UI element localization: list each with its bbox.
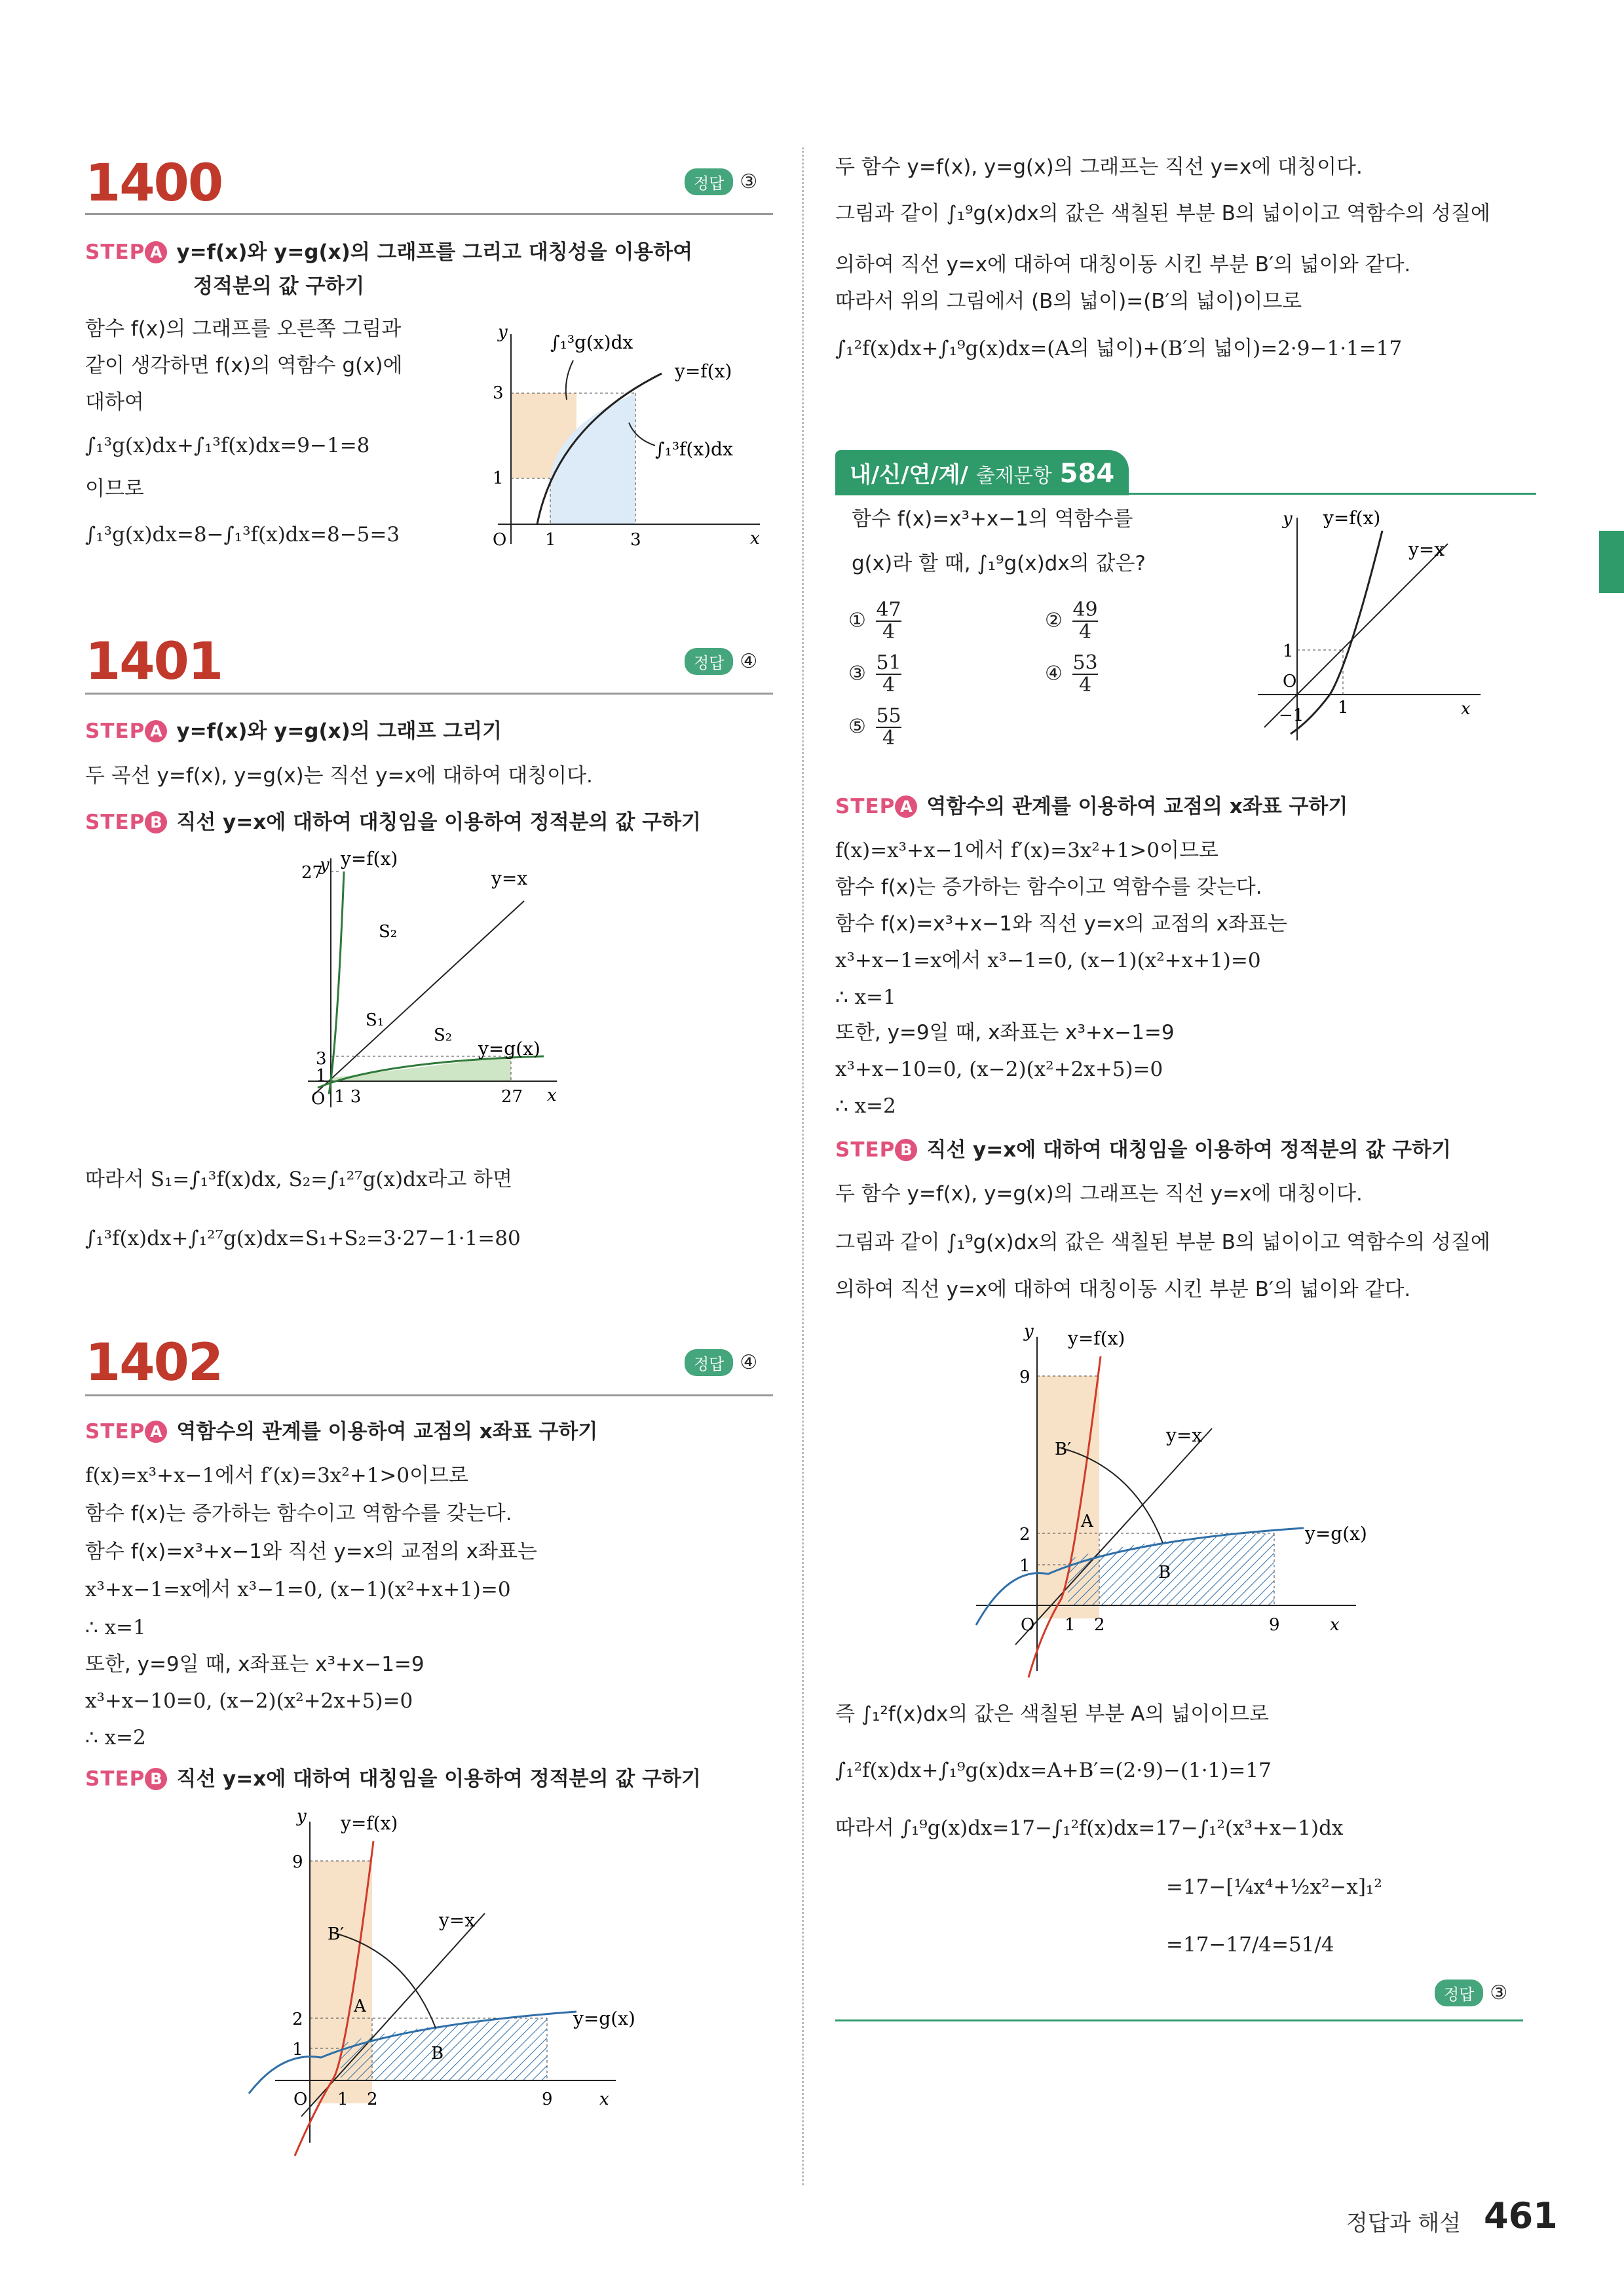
svg-text:A: A	[354, 1997, 366, 2016]
step-b-right: STEP B 직선 y=x에 대하여 대칭임을 이용하여 정적분의 값 구하기	[835, 1138, 1451, 1162]
step-b-1402: STEP B 직선 y=x에 대하여 대칭임을 이용하여 정적분의 값 구하기	[85, 1767, 701, 1791]
graph-small	[1251, 505, 1487, 740]
problem-number-1400: 1400	[85, 154, 223, 213]
problem-rule	[85, 1394, 773, 1396]
svg-text:2: 2	[1094, 1615, 1105, 1635]
svg-text:1: 1	[493, 469, 504, 488]
answer-badge: 정답	[685, 168, 733, 195]
footer-label: 정답과 해설	[1346, 2210, 1462, 2236]
svg-text:B′: B′	[328, 1924, 345, 1944]
problem-number-1402: 1402	[85, 1333, 223, 1392]
svg-text:O: O	[1021, 1615, 1035, 1635]
choice-3[interactable]: ③ $\frac{51}{4}$	[848, 651, 901, 697]
equation: ∫₁³g(x)dx=8−∫₁³f(x)dx=8−5=3	[85, 523, 400, 546]
graph-1400	[459, 308, 773, 557]
text-line: 의하여 직선 y=x에 대하여 대칭이동 시킨 부분 B′의 넓이와 같다.	[835, 253, 1411, 277]
y-label: y	[498, 322, 508, 342]
text-line: 의하여 직선 y=x에 대하여 대칭이동 시킨 부분 B′의 넓이와 같다.	[835, 1278, 1411, 1301]
text-line: 대하여	[85, 391, 144, 414]
text-line: f(x)=x³+x−1에서 f′(x)=3x²+1>0이므로	[835, 839, 1218, 862]
svg-text:2: 2	[1019, 1525, 1030, 1544]
svg-text:9: 9	[1269, 1615, 1280, 1635]
svg-text:1 3: 1 3	[334, 1087, 362, 1107]
svg-text:y=f(x): y=f(x)	[1323, 507, 1381, 529]
text-line: 두 함수 y=f(x), y=g(x)의 그래프는 직선 y=x에 대칭이다.	[835, 155, 1363, 179]
text-line: 따라서 위의 그림에서 (B의 넓이)=(B′의 넓이)이므로	[835, 290, 1302, 313]
text-line: 함수 f(x)=x³+x−1와 직선 y=x의 교점의 x좌표는	[835, 912, 1287, 936]
svg-text:x: x	[547, 1086, 557, 1105]
text-line: 함수 f(x)=x³+x−1와 직선 y=x의 교점의 x좌표는	[85, 1540, 537, 1563]
svg-text:3: 3	[630, 530, 641, 550]
equation: ∫₁²f(x)dx+∫₁⁹g(x)dx=(A의 넓이)+(B′의 넓이)=2·9−1·1=17	[835, 337, 1403, 360]
svg-text:B′: B′	[1055, 1440, 1072, 1459]
choice-1[interactable]: ① $\frac{47}{4}$	[848, 598, 901, 643]
svg-text:2: 2	[367, 2090, 378, 2109]
step-a-1400: STEP A y=f(x)와 y=g(x)의 그래프를 그리고 대칭성을 이용하여	[85, 240, 693, 264]
text-line: ∴ x=2	[85, 1726, 146, 1750]
side-tab	[1599, 531, 1624, 593]
svg-text:y: y	[297, 1807, 307, 1826]
svg-text:y: y	[1024, 1322, 1034, 1341]
svg-text:y=g(x): y=g(x)	[573, 2008, 635, 2029]
svg-text:1: 1	[337, 2090, 349, 2109]
equation: ∫₁²f(x)dx+∫₁⁹g(x)dx=A+B′=(2·9)−(1·1)=17	[835, 1759, 1272, 1782]
problem-rule	[85, 693, 773, 695]
svg-text:3: 3	[316, 1049, 327, 1069]
svg-text:y=x: y=x	[1408, 539, 1445, 560]
problem-rule	[85, 213, 773, 215]
answer-1400: 정답 ③	[685, 168, 757, 195]
text-line: 같이 생각하면 f(x)의 역함수 g(x)에	[85, 354, 403, 377]
svg-text:O: O	[493, 530, 507, 550]
svg-text:y=x: y=x	[491, 868, 528, 889]
step-a-right: STEP A 역함수의 관계를 이용하여 교점의 x좌표 구하기	[835, 795, 1348, 818]
text-line: 두 곡선 y=f(x), y=g(x)는 직선 y=x에 대하여 대칭이다.	[85, 764, 593, 788]
naesin-rule	[835, 493, 1536, 495]
svg-text:B: B	[1158, 1563, 1171, 1582]
question-line: 함수 f(x)=x³+x−1의 역함수를	[852, 507, 1133, 531]
svg-text:1: 1	[292, 2040, 303, 2059]
text-line: 즉 ∫₁²f(x)dx의 값은 색칠된 부분 A의 넓이이므로	[835, 1702, 1269, 1726]
svg-text:y=f(x): y=f(x)	[341, 848, 398, 870]
graph-ab-right	[963, 1317, 1435, 1684]
text-line: 그림과 같이 ∫₁⁹g(x)dx의 값은 색칠된 부분 B의 넓이이고 역함수의 성질에	[835, 202, 1490, 225]
equation: ∫₁³g(x)dx+∫₁³f(x)dx=9−1=8	[85, 434, 370, 457]
text-line: ∴ x=2	[835, 1094, 896, 1118]
equation: 따라서 ∫₁⁹g(x)dx=17−∫₁²f(x)dx=17−∫₁²(x³+x−1)dx	[835, 1816, 1344, 1840]
text-line: ∴ x=1	[835, 985, 896, 1009]
line-yx	[1264, 544, 1448, 727]
answer-1401: 정답 ④	[685, 647, 757, 675]
svg-text:27: 27	[501, 1087, 523, 1107]
text-line: 또한, y=9일 때, x좌표는 x³+x−1=9	[85, 1653, 425, 1676]
text-line: 따라서 S₁=∫₁³f(x)dx, S₂=∫₁²⁷g(x)dx라고 하면	[85, 1168, 513, 1191]
text-line: 두 함수 y=f(x), y=g(x)의 그래프는 직선 y=x에 대칭이다.	[835, 1182, 1363, 1206]
bottom-rule	[835, 2019, 1523, 2021]
svg-text:1: 1	[316, 1066, 327, 1086]
text-line: 그림과 같이 ∫₁⁹g(x)dx의 값은 색칠된 부분 B의 넓이이고 역함수의 성질에	[835, 1231, 1490, 1254]
choice-2[interactable]: ② $\frac{49}{4}$	[1045, 598, 1098, 643]
x-label: x	[750, 529, 760, 548]
equation: ∫₁³f(x)dx+∫₁²⁷g(x)dx=S₁+S₂=3·27−1·1=80	[85, 1227, 521, 1250]
integral-f-label: ∫₁³f(x)dx	[655, 438, 733, 460]
svg-text:y: y	[320, 855, 330, 875]
step-a-1400-cont: 정적분의 값 구하기	[193, 275, 365, 298]
svg-text:O: O	[311, 1089, 326, 1109]
choice-5[interactable]: ⑤ $\frac{55}{4}$	[848, 704, 901, 750]
svg-text:27: 27	[301, 863, 324, 883]
svg-text:O: O	[293, 2090, 308, 2109]
svg-text:y=g(x): y=g(x)	[478, 1038, 540, 1060]
curve-label: y=f(x)	[675, 360, 732, 382]
svg-text:y=f(x): y=f(x)	[341, 1812, 398, 1834]
step-b-1401: STEP B 직선 y=x에 대하여 대칭임을 이용하여 정적분의 값 구하기	[85, 811, 701, 834]
svg-text:y=x: y=x	[1166, 1425, 1203, 1446]
problem-number-1401: 1401	[85, 632, 223, 691]
svg-text:1: 1	[1065, 1615, 1076, 1635]
svg-text:S₁: S₁	[366, 1010, 385, 1030]
answer-584: 정답 ③	[1435, 1979, 1507, 2006]
svg-text:−1: −1	[1279, 706, 1304, 725]
svg-text:x: x	[599, 2090, 609, 2109]
svg-text:x: x	[1461, 699, 1471, 719]
question-line: g(x)라 할 때, ∫₁⁹g(x)dx의 값은?	[852, 552, 1146, 575]
svg-text:A: A	[1081, 1512, 1093, 1531]
svg-text:B: B	[431, 2044, 444, 2063]
step-a-1402: STEP A 역함수의 관계를 이용하여 교점의 x좌표 구하기	[85, 1420, 598, 1444]
svg-text:1: 1	[1338, 698, 1349, 718]
graph-1401	[282, 845, 596, 1134]
svg-text:9: 9	[1019, 1368, 1030, 1387]
text-line: 또한, y=9일 때, x좌표는 x³+x−1=9	[835, 1021, 1175, 1044]
svg-text:S₂: S₂	[434, 1025, 453, 1045]
svg-text:O: O	[1283, 672, 1297, 691]
naesin-header: 내/신/연/계/ 출제문항 584	[835, 450, 1129, 495]
svg-text:9: 9	[542, 2090, 553, 2109]
svg-text:y=f(x): y=f(x)	[1068, 1328, 1125, 1349]
svg-text:y=g(x): y=g(x)	[1305, 1523, 1367, 1544]
step-a-1401: STEP A y=f(x)와 y=g(x)의 그래프 그리기	[85, 719, 502, 743]
svg-text:S₂: S₂	[379, 922, 398, 942]
text-line: x³+x−1=x에서 x³−1=0, (x−1)(x²+x+1)=0	[85, 1578, 511, 1601]
text-line: x³+x−10=0, (x−2)(x²+2x+5)=0	[835, 1058, 1163, 1081]
answer-1402: 정답 ④	[685, 1349, 757, 1376]
text-line: 함수 f(x)의 그래프를 오른쪽 그림과	[85, 317, 402, 341]
text-line: 이므로	[85, 477, 144, 501]
text-line: 함수 f(x)는 증가하는 함수이고 역함수를 갖는다.	[85, 1502, 512, 1525]
svg-text:y: y	[1283, 509, 1293, 529]
text-line: 함수 f(x)는 증가하는 함수이고 역함수를 갖는다.	[835, 875, 1262, 899]
page-number: 461	[1484, 2195, 1558, 2236]
graph-ab-left	[236, 1802, 642, 2169]
svg-text:1: 1	[1019, 1556, 1030, 1576]
svg-text:y=x: y=x	[439, 1909, 476, 1931]
text-line: x³+x−10=0, (x−2)(x²+2x+5)=0	[85, 1689, 413, 1713]
choice-4[interactable]: ④ $\frac{53}{4}$	[1045, 651, 1098, 697]
svg-text:x: x	[1330, 1615, 1340, 1635]
svg-text:2: 2	[292, 2010, 303, 2029]
svg-text:1: 1	[1283, 641, 1294, 661]
column-divider	[802, 147, 804, 2185]
f-curve	[1291, 531, 1382, 734]
equation: =17−[¼x⁴+½x²−x]₁²	[1166, 1875, 1382, 1899]
text-line: ∴ x=1	[85, 1616, 146, 1639]
text-line: x³+x−1=x에서 x³−1=0, (x−1)(x²+x+1)=0	[835, 949, 1261, 972]
text-line: f(x)=x³+x−1에서 f′(x)=3x²+1>0이므로	[85, 1464, 468, 1487]
svg-text:9: 9	[292, 1852, 303, 1872]
integral-g-label: ∫₁³g(x)dx	[550, 332, 633, 353]
svg-text:3: 3	[493, 383, 504, 403]
svg-text:1: 1	[545, 530, 556, 550]
equation: =17−17/4=51/4	[1166, 1933, 1334, 1957]
